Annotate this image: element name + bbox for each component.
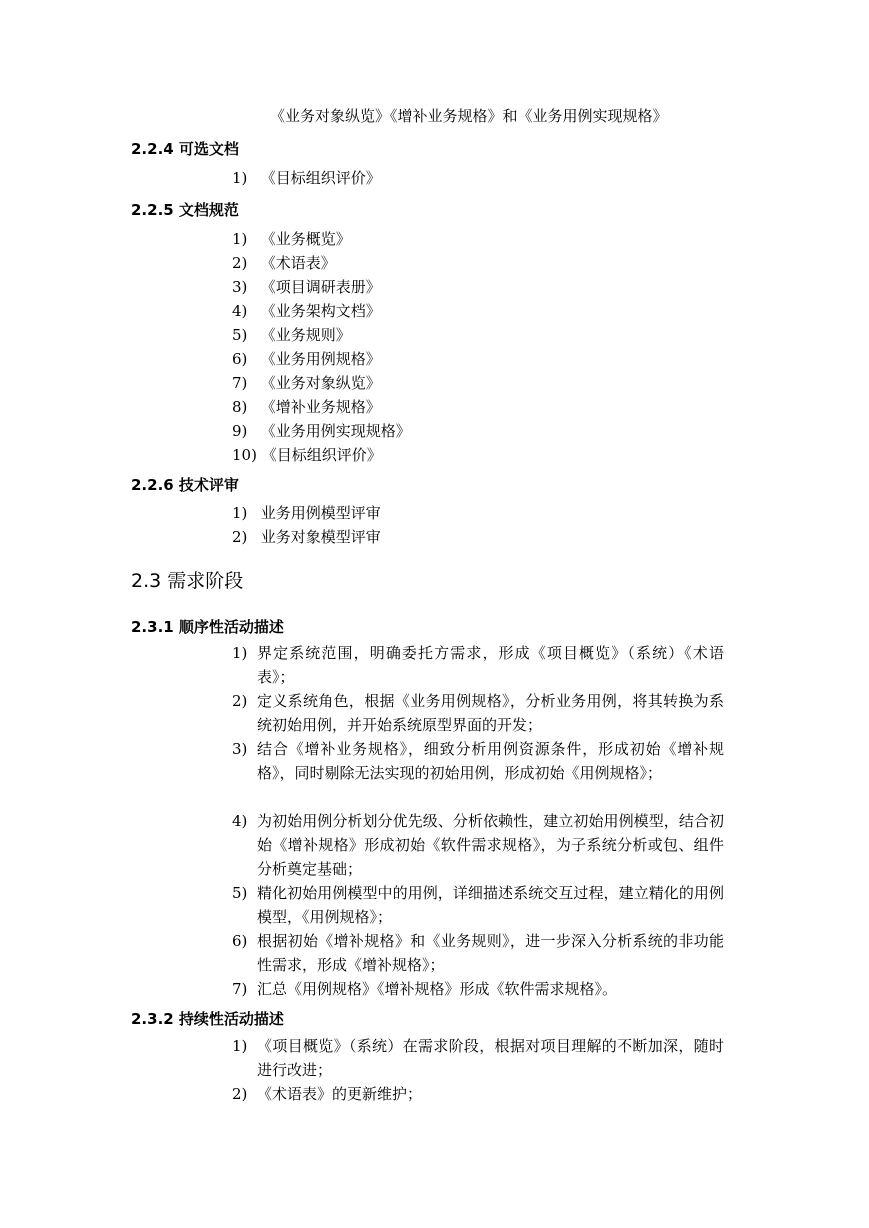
list-item <box>232 166 381 190</box>
item-number: 8) <box>232 398 248 416</box>
item-text: 《术语表》的更新维护； <box>257 1085 423 1103</box>
item-number: 9) <box>232 422 248 440</box>
item-text: 《目标组织评价》 <box>260 169 381 187</box>
list-item <box>232 525 381 549</box>
list-item <box>232 299 411 323</box>
item-number: 7) <box>232 374 248 392</box>
list-item <box>232 809 724 881</box>
list-item <box>232 275 411 299</box>
heading-2-3: 2.3 需求阶段 <box>131 570 244 592</box>
item-text: 根据初始《增补规格》和《业务规则》，进一步深入分析系统的非功能性需求，形成《增补规格》； <box>257 932 724 974</box>
list-item <box>232 1034 724 1082</box>
list-item <box>232 737 724 809</box>
list-item <box>232 929 724 977</box>
list-item <box>232 347 411 371</box>
item-text: 《业务规则》 <box>260 326 351 344</box>
item-number: 1) <box>232 504 248 522</box>
list-item <box>232 977 724 1001</box>
item-text: 《业务架构文档》 <box>260 302 381 320</box>
list-item <box>232 227 411 251</box>
heading-2-3-1: 2.3.1 顺序性活动描述 <box>131 618 284 636</box>
item-number: 7) <box>232 980 248 998</box>
item-text: 定义系统角色，根据《业务用例规格》，分析业务用例，将其转换为系统初始用例，并开始系统原型界面的开发； <box>257 692 724 734</box>
item-number: 10) <box>232 446 257 464</box>
item-text: 《项目调研表册》 <box>260 278 381 296</box>
item-text: 汇总《用例规格》《增补规格》形成《软件需求规格》。 <box>257 980 618 998</box>
item-number: 1) <box>232 644 248 662</box>
list-item <box>232 689 724 737</box>
item-number: 6) <box>232 350 248 368</box>
item-number: 1) <box>232 169 248 187</box>
item-number: 1) <box>232 1037 248 1055</box>
item-text: 界定系统范围，明确委托方需求，形成《项目概览》（系统）《术语表》； <box>257 644 724 686</box>
item-number: 4) <box>232 812 248 830</box>
item-number: 5) <box>232 326 248 344</box>
list-item <box>232 419 411 443</box>
heading-2-3-2: 2.3.2 持续性活动描述 <box>131 1010 284 1028</box>
list-doc-standards <box>232 227 411 467</box>
list-item <box>232 443 411 467</box>
item-text: 《术语表》 <box>260 254 336 272</box>
list-item <box>232 371 411 395</box>
item-text: 业务对象模型评审 <box>260 528 381 546</box>
item-number: 2) <box>232 528 248 546</box>
item-text: 《业务概览》 <box>260 230 351 248</box>
item-number: 3) <box>232 740 248 758</box>
item-text: 结合《增补业务规格》，细致分析用例资源条件，形成初始《增补规格》，同时剔除无法实现的初始用例，形成初始《用例规格》； <box>257 740 724 782</box>
list-continuous-activities <box>232 1034 724 1106</box>
list-item <box>232 323 411 347</box>
item-number: 2) <box>232 692 248 710</box>
item-number: 6) <box>232 932 248 950</box>
heading-2-2-6: 2.2.6 技术评审 <box>131 476 239 494</box>
list-tech-review <box>232 501 381 549</box>
item-text: 为初始用例分析划分优先级、分析依赖性，建立初始用例模型，结合初始《增补规格》形成初始《软件需求规格》，为子系统分析或包、组件分析奠定基础； <box>257 812 724 878</box>
heading-2-2-5: 2.2.5 文档规范 <box>131 201 239 219</box>
item-number: 4) <box>232 302 248 320</box>
item-text: 《项目概览》（系统）在需求阶段，根据对项目理解的不断加深，随时进行改进； <box>257 1037 724 1079</box>
list-item <box>232 251 411 275</box>
item-text: 《增补业务规格》 <box>260 398 381 416</box>
item-text: 《目标组织评价》 <box>261 446 382 464</box>
list-sequential-activities <box>232 641 724 1001</box>
heading-2-2-4: 2.2.4 可选文档 <box>131 140 239 158</box>
item-number: 2) <box>232 254 248 272</box>
item-text: 《业务对象纵览》 <box>260 374 381 392</box>
list-item <box>232 395 411 419</box>
continuation-line: 《业务对象纵览》《增补业务规格》和《业务用例实现规格》 <box>270 107 668 125</box>
item-text: 《业务用例规格》 <box>260 350 381 368</box>
item-number: 5) <box>232 884 248 902</box>
list-optional-docs <box>232 166 381 190</box>
item-text: 业务用例模型评审 <box>260 504 381 522</box>
item-number: 3) <box>232 278 248 296</box>
item-number: 2) <box>232 1085 248 1103</box>
list-item <box>232 501 381 525</box>
item-text: 精化初始用例模型中的用例，详细描述系统交互过程，建立精化的用例模型，《用例规格》； <box>257 884 724 926</box>
list-item <box>232 641 724 689</box>
item-number: 1) <box>232 230 248 248</box>
item-text: 《业务用例实现规格》 <box>260 422 411 440</box>
list-item <box>232 1082 724 1106</box>
list-item <box>232 881 724 929</box>
